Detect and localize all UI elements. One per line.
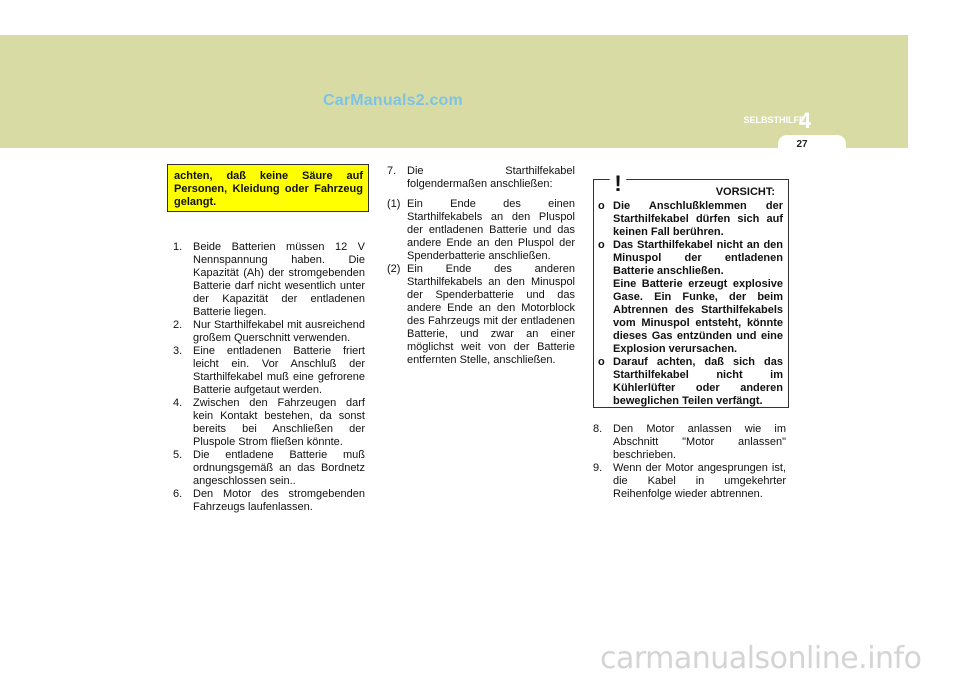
list-item bbox=[387, 198, 575, 263]
item-number: 5. bbox=[173, 449, 183, 461]
list-item bbox=[173, 241, 365, 319]
warning-item bbox=[598, 356, 783, 408]
item-text: Beide Batterien müssen 12 V Nennspannung haben. Die Kapazität (Ah) der stromgebenden Batterie darf nicht wesentlich unter der Kapazität der entladenen Batterie liegen. bbox=[193, 241, 365, 318]
warning-text: Die Anschlußklemmen der Starthilfekabel dürfen sich auf keinen Fall berühren. bbox=[613, 200, 783, 238]
list-item bbox=[387, 165, 575, 191]
item-number: 1. bbox=[173, 241, 183, 253]
chapter-label: SELBSTHILFE bbox=[743, 115, 805, 125]
page-number: 27 bbox=[796, 139, 808, 150]
list-item bbox=[173, 319, 365, 345]
item-number: 8. bbox=[593, 423, 603, 435]
item-text: Eine entladenen Batterie friert leicht ein. Vor Anschluß der Starthilfekabel muß eine gefrorene Batterie aufgetaut werden. bbox=[193, 345, 365, 396]
item-text: Die Starthilfekabel folgendermaßen anschließen: bbox=[407, 165, 575, 190]
warning-text: Das Starthilfekabel nicht an den Minuspol der entladenen Batterie anschließen. bbox=[613, 239, 783, 277]
warning-list bbox=[598, 200, 783, 408]
item-number: 7. bbox=[387, 165, 397, 177]
steps-list-2 bbox=[387, 165, 575, 367]
item-text: Zwischen den Fahrzeugen darf kein Kontakt bestehen, da sonst bereits bei Anschließen der Pluspole Strom fließen könnte. bbox=[193, 397, 365, 448]
item-text: Ein Ende des anderen Starthilfekabels an den Minuspol der Spenderbatterie und das andere Ende an den Motorblock des Fahrzeugs mit der entladenen Batterie, und zwar an einer möglichst weit von der Batterie entfernten Stelle, anschließen. bbox=[407, 263, 575, 366]
warning-item bbox=[598, 239, 783, 356]
item-text: Den Motor anlassen wie im Abschnitt "Motor anlassen" beschrieben. bbox=[613, 423, 786, 461]
item-number: 9. bbox=[593, 462, 603, 474]
warning-item bbox=[598, 200, 783, 239]
item-text: Den Motor des stromgebenden Fahrzeugs laufenlassen. bbox=[193, 488, 365, 513]
list-item bbox=[173, 449, 365, 488]
steps-list-3 bbox=[593, 423, 786, 501]
warning-title: VORSICHT: bbox=[715, 186, 775, 198]
list-item bbox=[593, 423, 786, 462]
item-number: 3. bbox=[173, 345, 183, 357]
bullet: o bbox=[598, 200, 605, 212]
item-text: Nur Starthilfekabel mit ausreichend großem Querschnitt verwenden. bbox=[193, 319, 365, 344]
bullet: o bbox=[598, 356, 605, 368]
list-item bbox=[173, 397, 365, 449]
list-item bbox=[173, 488, 365, 514]
chapter-number: 4 bbox=[798, 108, 812, 133]
caution-text: achten, daß keine Säure auf Personen, Kleidung oder Fahrzeug gelangt. bbox=[174, 170, 363, 208]
item-number: 6. bbox=[173, 488, 183, 500]
warning-triangle-icon bbox=[600, 164, 636, 196]
warning-text: Darauf achten, daß sich das Starthilfekabel nicht im Kühlerlüfter oder anderen beweglichen Teilen verfängt. bbox=[613, 356, 783, 407]
list-item bbox=[173, 345, 365, 397]
item-text: Die entladene Batterie muß ordnungsgemäß an das Bordnetz angeschlossen sein.. bbox=[193, 449, 365, 487]
warning-box bbox=[593, 179, 789, 408]
item-number: 4. bbox=[173, 397, 183, 409]
caution-box bbox=[167, 164, 369, 212]
list-item bbox=[593, 462, 786, 501]
bullet: o bbox=[598, 239, 605, 251]
warning-exclamation: ! bbox=[614, 171, 622, 196]
item-number: (1) bbox=[387, 198, 401, 210]
item-number: (2) bbox=[387, 263, 401, 275]
steps-list-1 bbox=[173, 241, 365, 514]
list-item bbox=[387, 263, 575, 367]
item-number: 2. bbox=[173, 319, 183, 331]
warning-extra: Eine Batterie erzeugt explosive Gase. Ein Funke, der beim Abtrennen des Starthilfekabels vom Minuspol entsteht, könnte dieses Gas entzünden und eine Explosion verursachen. bbox=[613, 278, 783, 355]
item-text: Wenn der Motor angesprungen ist, die Kabel in umgekehrter Reihenfolge wieder abtrennen. bbox=[613, 462, 786, 500]
item-text: Ein Ende des einen Starthilfekabels an den Pluspol der entladenen Batterie und das andere Ende an den Pluspol der Spenderbatterie anschließen. bbox=[407, 198, 575, 262]
header-watermark: CarManuals2.com bbox=[323, 92, 463, 109]
footer-watermark: carmanualsonline.info bbox=[600, 641, 922, 676]
